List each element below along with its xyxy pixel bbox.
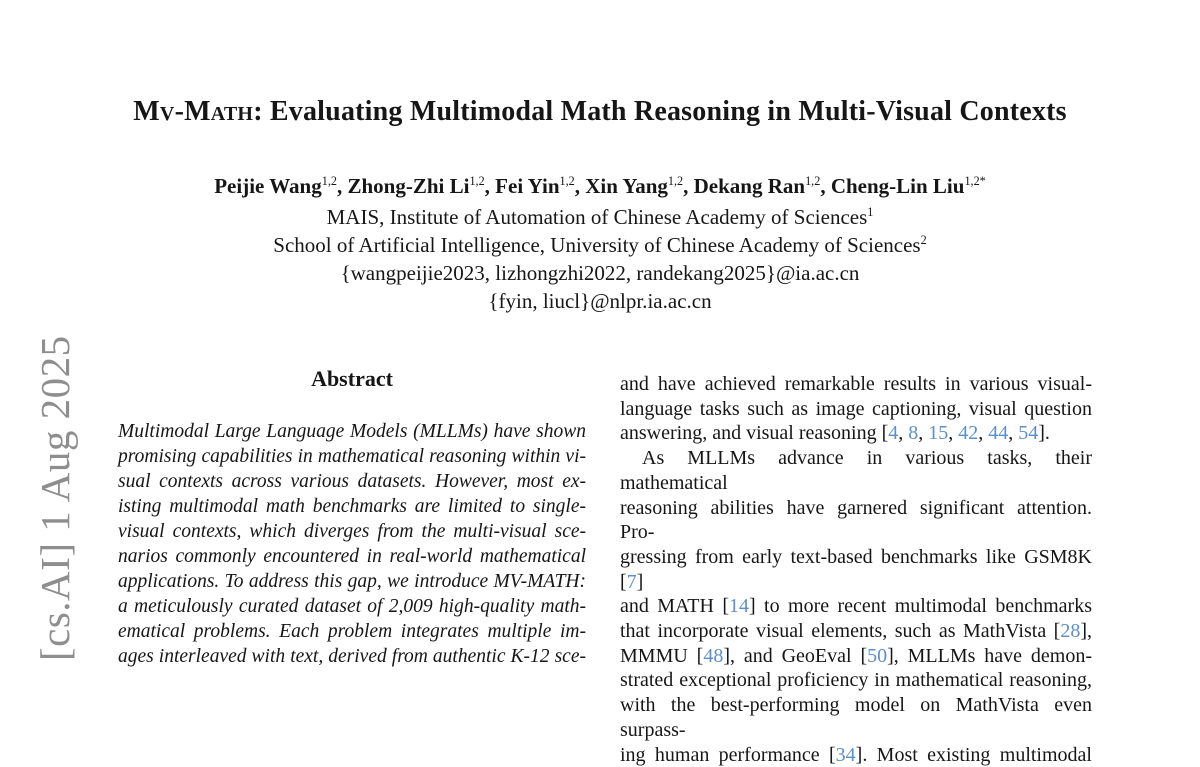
citation-link[interactable]: 14 xyxy=(729,595,749,618)
citation-link[interactable]: 42 xyxy=(958,422,979,445)
author-name: Zhong-Zhi Li xyxy=(347,174,470,198)
affiliation-and-email-block xyxy=(0,203,1200,315)
affiliation-sup: 2 xyxy=(920,233,927,247)
author-affiliation-sup: 1,2 xyxy=(667,174,684,188)
left-column xyxy=(118,367,586,669)
text-line: reasoning abilities have garnered significant attention. Pro- xyxy=(620,496,1092,544)
paper-title-name: Mv-Math xyxy=(133,96,254,127)
email-line: {wangpeijie2023, lizhongzhi2022, randekang2025}@ia.ac.cn xyxy=(340,261,860,285)
citation-link[interactable]: 50 xyxy=(867,644,888,667)
arxiv-watermark: [cs.AI] 1 Aug 2025 xyxy=(32,335,78,661)
author-affiliation-sup: 1,2 xyxy=(805,174,821,188)
text-line: language tasks such as image captioning, visual question xyxy=(620,397,1092,420)
text-line: visual contexts, which diverges from the multi-visual sce- xyxy=(118,521,586,542)
text-line: sual contexts across various datasets. However, most ex- xyxy=(118,471,586,492)
text-line: Multimodal Large Language Models (MLLMs) have shown xyxy=(118,421,586,442)
text-line: answering, and visual reasoning [4, 8, 15, 42, 44, 54]. xyxy=(620,422,1050,445)
author-affiliation-sup: 1,2 xyxy=(559,174,575,188)
text-line: As MLLMs advance in various tasks, their mathematical xyxy=(620,447,1092,494)
author-affiliation-sup: 1,2 xyxy=(469,174,485,188)
author-affiliation-sup: 1,2* xyxy=(964,174,986,188)
citation-link[interactable]: 8 xyxy=(908,422,919,445)
author-name: Cheng-Lin Liu xyxy=(830,174,965,198)
text-line: with the best-performing model on MathVista even surpass- xyxy=(620,694,1092,741)
text-line: strated exceptional proficiency in mathematical reasoning, xyxy=(620,669,1092,692)
text-line: isting multimodal math benchmarks are limited to single- xyxy=(118,496,586,517)
author-list: Peijie Wang$^{1,2}$, Zhong-Zhi Li$^{1,2}$, Fei Yin$^{1,2}$, Xin Yang$^{1,2}$, Dekang Ran$^{1,2}$, Cheng-Lin Liu$^{1,2*}$ xyxy=(214,174,986,198)
citation-link[interactable]: 4 xyxy=(888,422,899,445)
text-line: ematical problems. Each problem integrates multiple im- xyxy=(118,621,586,642)
affiliation-sup: 1 xyxy=(867,205,874,219)
text-line: ing human performance [34]. Most existing multimodal xyxy=(620,743,1092,766)
author-name: Dekang Ran xyxy=(693,174,806,198)
abstract-heading: Abstract xyxy=(311,366,393,391)
affiliation-line: MAIS, Institute of Automation of Chinese Academy of Sciences$^1$ xyxy=(326,205,874,229)
paper-title-rest: : Evaluating Multimodal Math Reasoning in Multi-Visual Contexts xyxy=(253,96,1067,127)
affiliation-line: School of Artificial Intelligence, University of Chinese Academy of Sciences$^2$ xyxy=(273,233,927,257)
text-line: promising capabilities in mathematical reasoning within vi- xyxy=(118,446,586,467)
citation-link[interactable]: 7 xyxy=(626,570,637,593)
citation-link[interactable]: 28 xyxy=(1060,620,1081,643)
text-line: that incorporate visual elements, such as MathVista [28], xyxy=(620,620,1092,643)
text-line: applications. To address this gap, we introduce MV-MATH: xyxy=(118,571,586,592)
author-name: Fei Yin xyxy=(495,174,560,198)
paper-title xyxy=(0,96,1200,128)
right-column xyxy=(620,372,1092,767)
text-line: and have achieved remarkable results in various visual- xyxy=(620,373,1092,395)
text-line: ages interleaved with text, derived from authentic K-12 sce- xyxy=(118,646,586,667)
abstract-body xyxy=(118,419,586,669)
text-line: gressing from early text-based benchmarks like GSM8K [7] xyxy=(620,545,1092,593)
citation-link[interactable]: 34 xyxy=(835,743,856,766)
citation-link[interactable]: 15 xyxy=(928,422,949,445)
author-name: Xin Yang xyxy=(585,174,668,198)
author-affiliation-sup: 1,2 xyxy=(321,174,337,188)
text-line: and MATH [14] to more recent multimodal benchmarks xyxy=(620,595,1092,618)
citation-link[interactable]: 48 xyxy=(703,644,724,667)
text-line: narios commonly encountered in real-world mathematical xyxy=(118,546,586,567)
text-line: MMMU [48], and GeoEval [50], MLLMs have demon- xyxy=(620,644,1093,667)
citation-link[interactable]: 44 xyxy=(988,422,1009,445)
author-name: Peijie Wang xyxy=(214,174,322,198)
citation-link[interactable]: 54 xyxy=(1018,422,1039,445)
email-line: {fyin, liucl}@nlpr.ia.ac.cn xyxy=(488,289,712,313)
text-line: a meticulously curated dataset of 2,009 high-quality math- xyxy=(118,596,586,617)
